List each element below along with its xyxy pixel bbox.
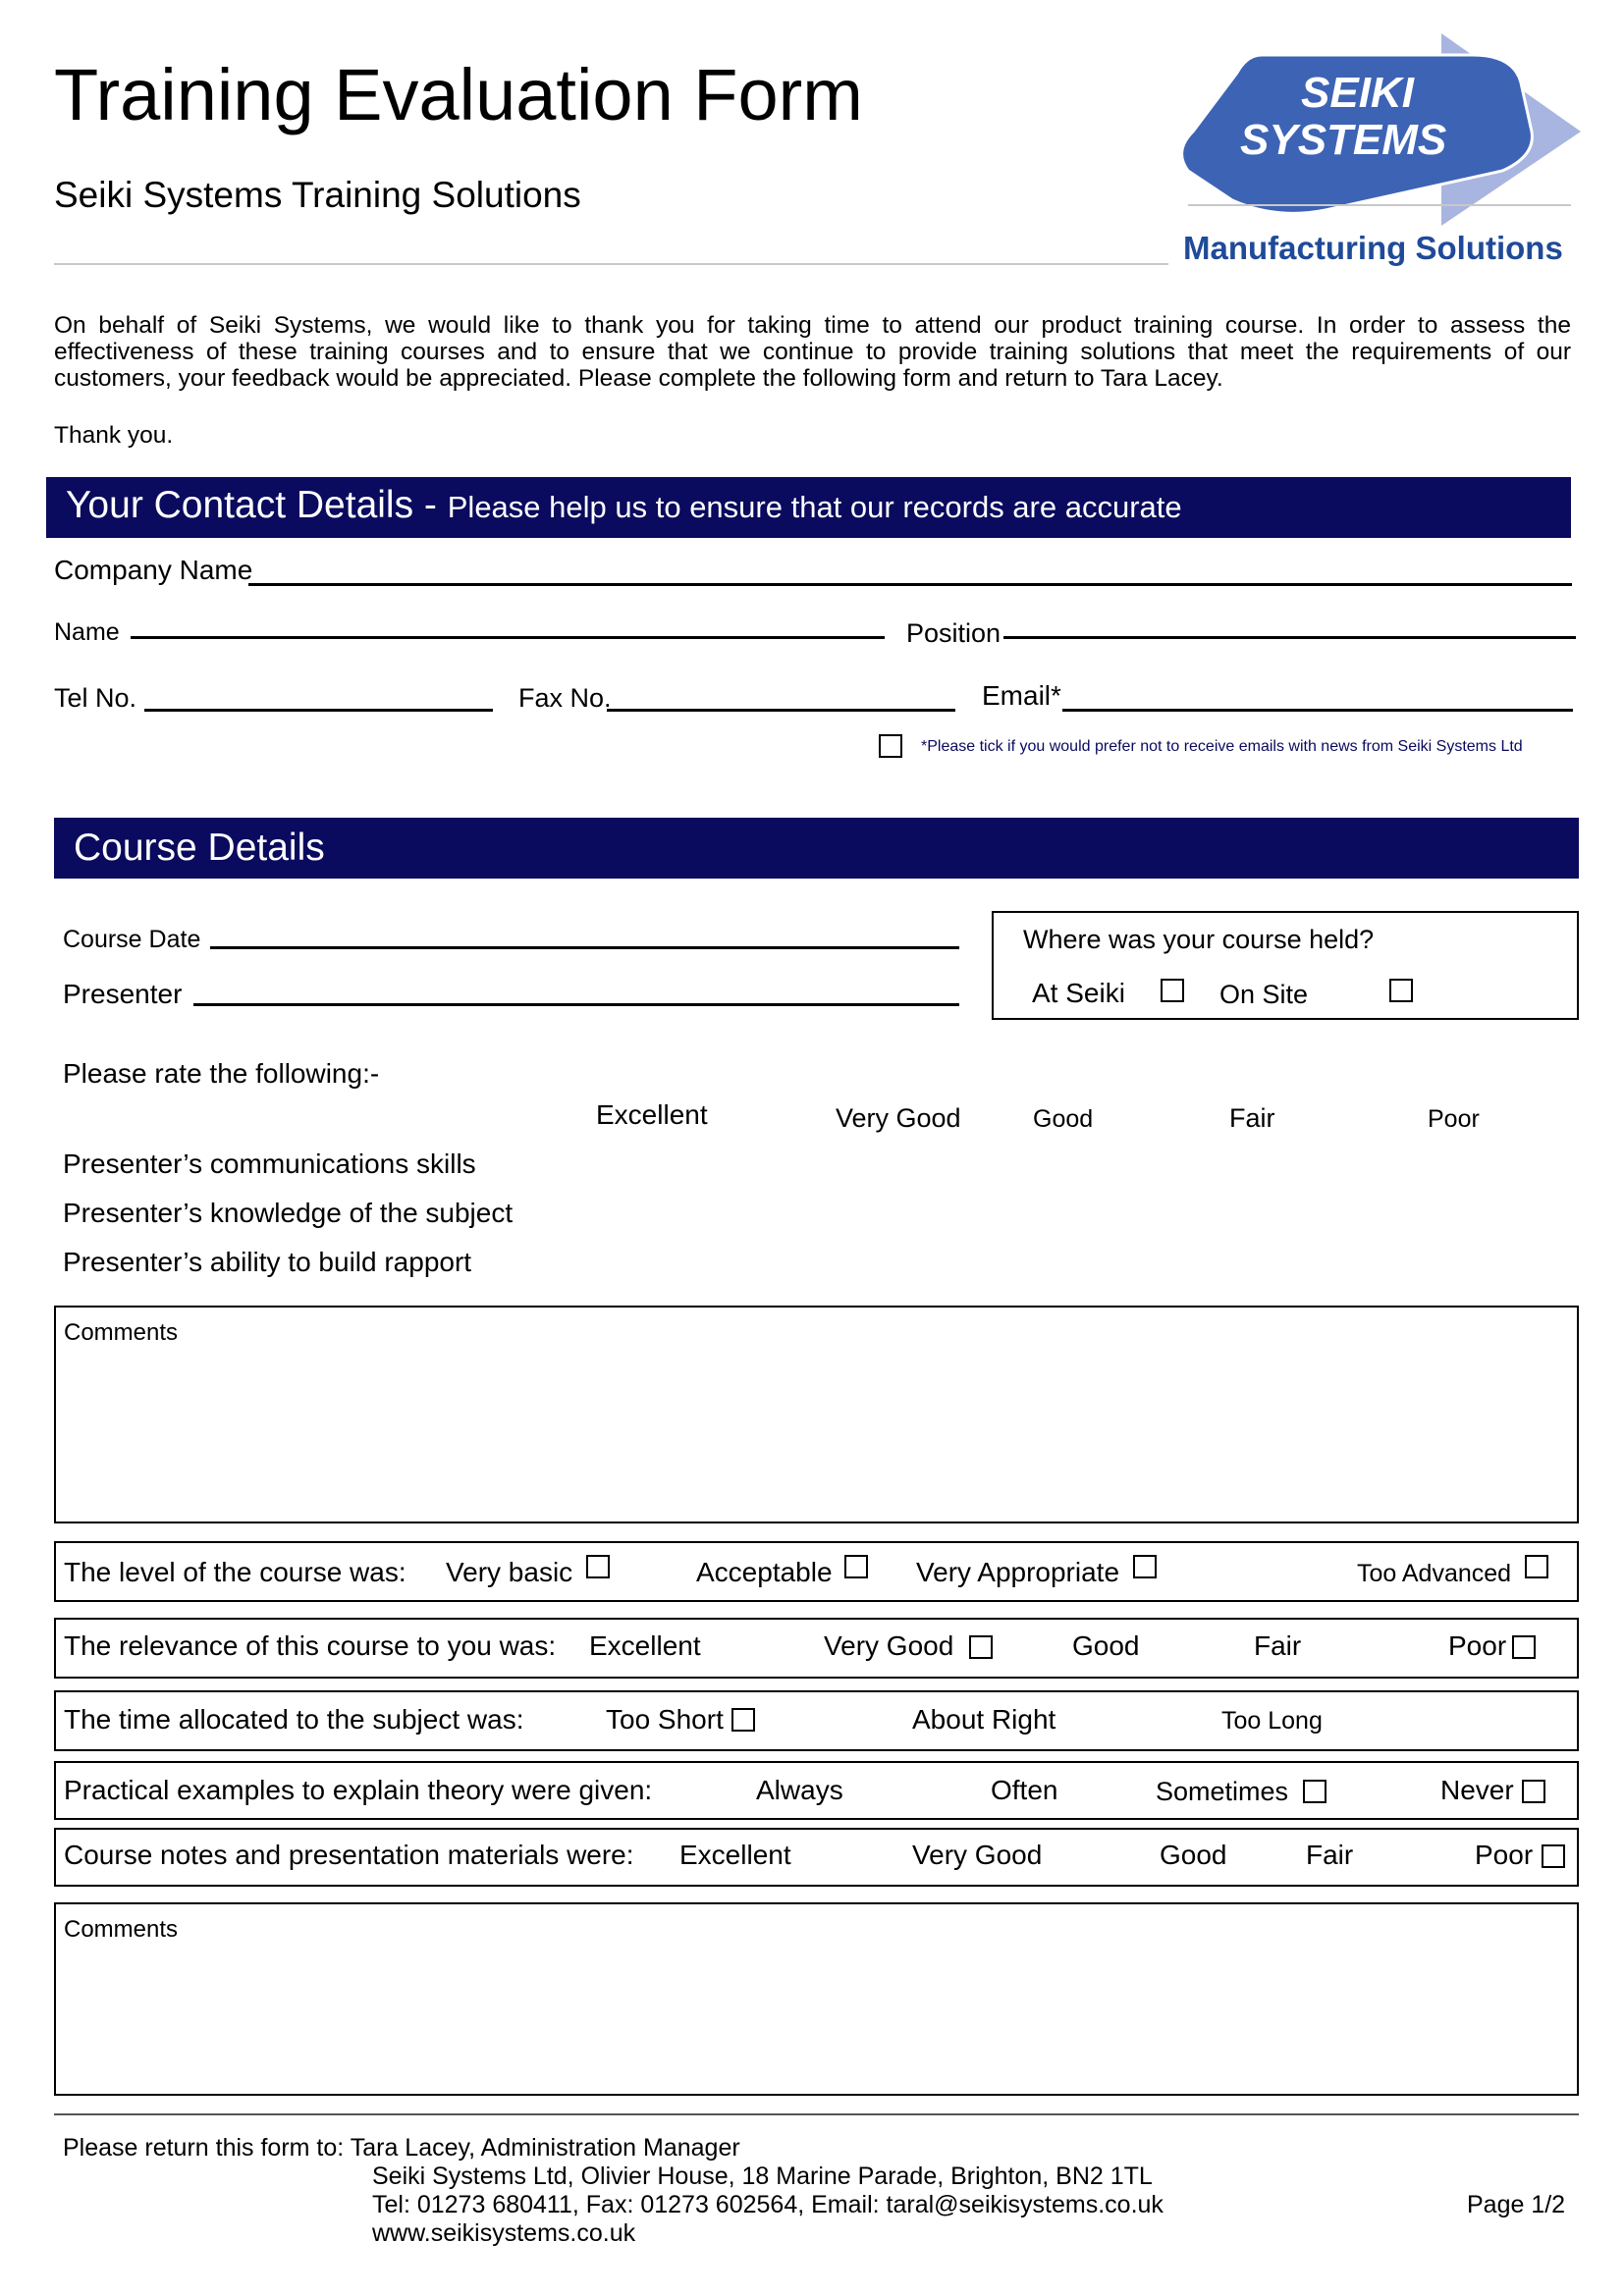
- course-date-field[interactable]: [210, 946, 959, 949]
- email-optout-checkbox[interactable]: [879, 734, 902, 758]
- notes-very-good-label: Very Good: [912, 1840, 1043, 1870]
- intro-thanks: Thank you.: [54, 422, 174, 449]
- relevance-fair-label: Fair: [1254, 1630, 1302, 1661]
- notes-poor-checkbox[interactable]: [1542, 1844, 1565, 1868]
- contact-heading: Your Contact Details -: [66, 484, 448, 526]
- email-optout-note: *Please tick if you would prefer not to receive emails with news from Seiki Systems Ltd: [921, 738, 1523, 755]
- rating-column-poor: Poor: [1428, 1105, 1480, 1133]
- level-very-appropriate-label: Very Appropriate: [916, 1557, 1120, 1587]
- level-too-advanced-checkbox[interactable]: [1525, 1555, 1548, 1578]
- notes-good-label: Good: [1160, 1840, 1227, 1870]
- course-notes-label: Course notes and presentation materials were:: [64, 1840, 634, 1870]
- course-location-box: [992, 911, 1579, 1020]
- time-about-right-label: About Right: [912, 1704, 1056, 1735]
- tel-field[interactable]: [144, 709, 493, 712]
- logo-text-seiki: SEIKI: [1301, 69, 1414, 117]
- email-field[interactable]: [1062, 709, 1573, 712]
- practical-always-label: Always: [756, 1775, 843, 1805]
- relevance-good-label: Good: [1072, 1630, 1140, 1661]
- course-relevance-row: [54, 1618, 1579, 1679]
- course-comments-box[interactable]: [54, 1902, 1579, 2096]
- header-divider: [54, 263, 1168, 265]
- footer-divider: [54, 2113, 1579, 2115]
- level-very-basic-checkbox[interactable]: [586, 1555, 610, 1578]
- rate-intro: Please rate the following:-: [63, 1058, 380, 1089]
- company-name-label: Company Name: [54, 555, 253, 585]
- notes-fair-label: Fair: [1306, 1840, 1354, 1870]
- relevance-excellent-label: Excellent: [589, 1630, 701, 1661]
- notes-poor-label: Poor: [1475, 1840, 1534, 1870]
- relevance-very-good-checkbox[interactable]: [969, 1635, 993, 1659]
- level-too-advanced-label: Too Advanced: [1357, 1560, 1512, 1587]
- course-relevance-label: The relevance of this course to you was:: [64, 1630, 557, 1661]
- practical-examples-label: Practical examples to explain theory were given:: [64, 1775, 653, 1805]
- course-time-label: The time allocated to the subject was:: [64, 1704, 524, 1735]
- name-label: Name: [54, 618, 120, 646]
- course-comments-label: Comments: [64, 1916, 179, 1943]
- level-very-appropriate-checkbox[interactable]: [1133, 1555, 1157, 1578]
- page-title: Training Evaluation Form: [54, 54, 863, 135]
- rating-row-communication: Presenter’s communications skills: [63, 1148, 476, 1179]
- course-level-label: The level of the course was:: [64, 1557, 406, 1587]
- level-acceptable-label: Acceptable: [696, 1557, 833, 1587]
- presenter-label: Presenter: [63, 979, 183, 1009]
- on-site-label: On Site: [1219, 980, 1309, 1009]
- notes-excellent-label: Excellent: [679, 1840, 791, 1870]
- fax-label: Fax No.: [518, 683, 612, 713]
- at-seiki-checkbox[interactable]: [1161, 979, 1184, 1002]
- rating-row-knowledge: Presenter’s knowledge of the subject: [63, 1198, 514, 1228]
- contact-subheading: Please help us to ensure that our records are accurate: [447, 490, 1182, 524]
- presenter-field[interactable]: [193, 1003, 959, 1006]
- course-date-label: Course Date: [63, 926, 201, 953]
- tel-label: Tel No.: [54, 683, 137, 713]
- time-too-short-checkbox[interactable]: [731, 1708, 755, 1732]
- level-very-basic-label: Very basic: [446, 1557, 573, 1587]
- practical-sometimes-checkbox[interactable]: [1303, 1780, 1326, 1803]
- presenter-comments-box[interactable]: [54, 1306, 1579, 1523]
- on-site-checkbox[interactable]: [1389, 979, 1413, 1002]
- fax-field[interactable]: [607, 709, 955, 712]
- presenter-comments-label: Comments: [64, 1319, 179, 1346]
- footer-return-line: Please return this form to: Tara Lacey, Administration Manager: [63, 2134, 740, 2162]
- rating-column-very-good: Very Good: [836, 1103, 961, 1133]
- page-subtitle: Seiki Systems Training Solutions: [54, 175, 581, 215]
- relevance-poor-checkbox[interactable]: [1512, 1635, 1536, 1659]
- course-notes-row: [54, 1828, 1579, 1887]
- rating-column-fair: Fair: [1229, 1103, 1275, 1133]
- practical-often-label: Often: [991, 1775, 1058, 1805]
- course-time-row: [54, 1690, 1579, 1751]
- practical-never-checkbox[interactable]: [1522, 1780, 1545, 1803]
- company-logo: [1178, 33, 1581, 279]
- time-too-short-label: Too Short: [606, 1704, 724, 1735]
- company-name-field[interactable]: [248, 583, 1572, 586]
- footer-address: Seiki Systems Ltd, Olivier House, 18 Marine Parade, Brighton, BN2 1TL: [372, 2163, 1153, 2190]
- position-label: Position: [906, 618, 1001, 648]
- course-location-question: Where was your course held?: [1023, 925, 1375, 954]
- position-field[interactable]: [1003, 636, 1576, 639]
- email-label: Email*: [982, 680, 1061, 711]
- relevance-poor-label: Poor: [1448, 1630, 1507, 1661]
- practical-sometimes-label: Sometimes: [1156, 1777, 1289, 1806]
- rating-row-rapport: Presenter’s ability to build rapport: [63, 1247, 472, 1277]
- time-too-long-label: Too Long: [1221, 1707, 1323, 1735]
- contact-section-header: [46, 477, 1571, 538]
- course-heading: Course Details: [74, 827, 325, 869]
- logo-text-systems: SYSTEMS: [1240, 116, 1447, 164]
- at-seiki-label: At Seiki: [1032, 978, 1125, 1008]
- rating-column-excellent: Excellent: [596, 1099, 708, 1130]
- logo-tagline: Manufacturing Solutions: [1183, 230, 1563, 266]
- name-field[interactable]: [131, 636, 885, 639]
- footer-contact: Tel: 01273 680411, Fax: 01273 602564, Email: taral@seikisystems.co.uk: [372, 2191, 1164, 2218]
- practical-never-label: Never: [1440, 1775, 1514, 1805]
- level-acceptable-checkbox[interactable]: [844, 1555, 868, 1578]
- course-section-header: [54, 818, 1579, 879]
- page-number: Page 1/2: [1467, 2191, 1566, 2218]
- rating-column-good: Good: [1033, 1105, 1094, 1133]
- practical-examples-row: [54, 1761, 1579, 1820]
- relevance-very-good-label: Very Good: [824, 1630, 954, 1661]
- footer-website[interactable]: www.seikisystems.co.uk: [372, 2219, 636, 2247]
- intro-paragraph: On behalf of Seiki Systems, we would like to thank you for taking time to attend our product training course. In order to assess the effectiveness of these training courses and to ensure that we continue to provide training solutions that meet the requirements of our customers, your feedback would be appreciated. Please complete the following form and return to Tara Lacey.: [54, 312, 1571, 392]
- course-level-row: [54, 1541, 1579, 1602]
